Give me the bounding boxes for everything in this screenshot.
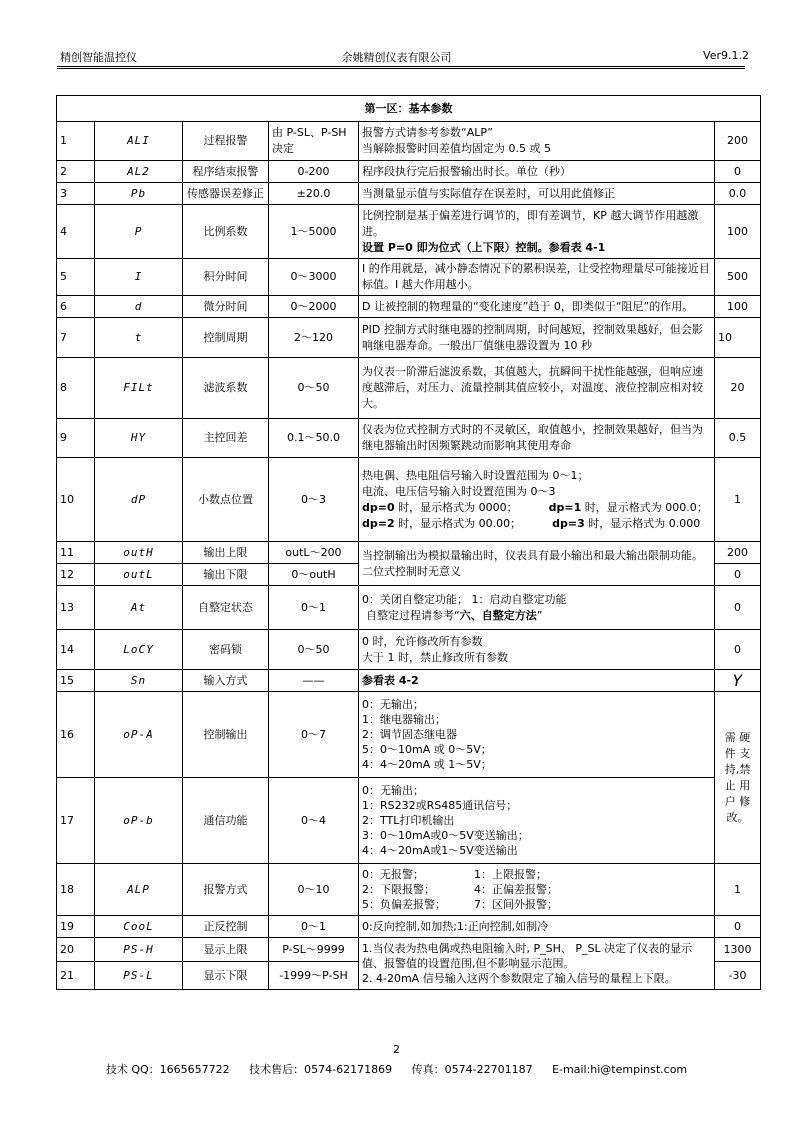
param-code: t [95,318,183,358]
param-range: 0～50 [269,358,359,419]
row-number: 15 [57,670,95,692]
note-fragment: 件 [724,746,736,760]
header-rule-2 [57,68,745,69]
desc-text: ” [536,608,543,622]
footer-support: 技术售后：0574-62171869 [249,1063,393,1076]
param-name: 通信功能 [183,778,269,864]
param-range: 1～5000 [269,205,359,259]
alp-line [362,897,711,912]
param-name: 正反控制 [183,916,269,938]
dp-format-line [362,516,711,532]
param-name: 密码锁 [183,630,269,670]
param-default: 0 [715,161,761,183]
table-row [57,183,761,205]
row-number: 8 [57,358,95,419]
parameter-table [56,95,761,990]
param-default: Y [715,670,761,692]
param-code: outH [95,542,183,564]
hardware-note [715,692,761,864]
param-desc [359,630,715,670]
desc-line: 2：TTL打印机输出 [362,814,455,827]
param-desc: I 的作用就是，减小静态情况下的累积误差，让受控物理量尽可能接近目标值。I 越大作用越小。 [359,259,715,296]
param-name: 输出上限 [183,542,269,564]
param-range: 0～7 [269,692,359,778]
note-fragment: 改。 [726,810,749,824]
note-fragment: 持,禁 [724,762,751,776]
param-code: PS-H [95,938,183,962]
table-row [57,542,761,564]
param-code: AL2 [95,161,183,183]
row-number: 19 [57,916,95,938]
param-range: —— [269,670,359,692]
param-desc [359,938,715,990]
param-default: 100 [715,205,761,259]
param-name: 主控回差 [183,419,269,458]
param-default: 100 [715,296,761,318]
dp-key: dp=0 [362,500,395,514]
param-name: 积分时间 [183,259,269,296]
dp-key: dp=1 [548,500,582,514]
header-rule [57,66,745,67]
header-left-title: 精创智能温控仪 [60,51,137,64]
param-code: HY [95,419,183,458]
param-code: d [95,296,183,318]
param-range: -1999～P-SH [269,962,359,990]
footer-contact [0,1061,793,1077]
section-title: 第一区：基本参数 [57,96,761,122]
row-number: 9 [57,419,95,458]
note-fragment: 支 [739,746,751,760]
alp-option: 5：负偏差报警； [362,898,446,911]
table-row [57,205,761,259]
desc-bold: 六、自整定方法 [459,608,537,622]
desc-line: 2：调节固态继电器 [362,728,457,741]
table-row [57,692,761,778]
param-name: 自整定状态 [183,586,269,630]
param-desc: 为仪表一阶滞后滤波系数，其值越大，抗瞬间干扰性能越强，但响应速度越滞后，对压力、流量控制其值应较小，对温度、液位控制应相对较大。 [359,358,715,419]
param-name: 微分时间 [183,296,269,318]
desc-line: 0 时，允许修改所有参数 [362,634,483,648]
row-number: 20 [57,938,95,962]
param-desc [359,864,715,916]
desc-line: 5：0～10mA 或 0～5V； [362,743,492,756]
row-number: 1 [57,122,95,161]
param-range: 由 P-SL、P-SH 决定 [269,122,359,161]
row-number: 16 [57,692,95,778]
row-number: 10 [57,458,95,542]
param-code: dP [95,458,183,542]
table-row [57,938,761,962]
alp-option: 0：无报警； [362,868,424,881]
table-row [57,318,761,358]
param-code: FILt [95,358,183,419]
param-code: Sn [95,670,183,692]
param-desc [359,692,715,778]
param-code: oP-A [95,692,183,778]
desc-line: 1.当仪表为热电偶或热电阻输入时, P_SH、 P_SL 决定了仪表的显示值、报警值的设置范围,但不影响显示范围。 [362,942,693,970]
row-number: 11 [57,542,95,564]
param-range: 0-200 [269,161,359,183]
param-range: ±20.0 [269,183,359,205]
param-range: 0～10 [269,864,359,916]
note-fragment: 用 [739,778,751,792]
param-desc: 当控制输出为模拟量输出时，仪表具有最小输出和最大输出限制功能。二位式控制时无意义 [359,542,715,586]
table-row [57,161,761,183]
dp-key: dp=3 [552,516,585,530]
desc-line: 电流、电压信号输入时设置范围为 0～3 [362,484,556,498]
param-desc: PID 控制方式时继电器的控制周期，时间越短，控制效果越好，但会影响继电器寿命。一般出厂值继电器设置为 10 秒 [359,318,715,358]
note-fragment: 止 [724,778,736,792]
param-desc [359,205,715,259]
desc-line: 4：4～20mA或1～5V变送输出 [362,844,518,857]
param-code: At [95,586,183,630]
desc-line: 3：0～10mA或0～5V变送输出； [362,829,529,842]
alp-option: 4：正偏差报警； [474,883,558,896]
param-name: 显示上限 [183,938,269,962]
desc-line: 2. 4-20mA 信号输入这两个参数限定了输入信号的量程上下限。 [362,972,676,985]
param-default: 0.5 [715,419,761,458]
param-desc [359,778,715,864]
param-range: 0～3 [269,458,359,542]
param-default: 1 [715,864,761,916]
param-default: 1300 [715,938,761,962]
param-range: 2～120 [269,318,359,358]
desc-line: 0：无输出； [362,784,424,797]
param-desc: 参看表 4-2 [359,670,715,692]
param-name: 小数点位置 [183,458,269,542]
row-number: 3 [57,183,95,205]
param-default: 0 [715,564,761,586]
param-range: P-SL～9999 [269,938,359,962]
param-default: 0.0 [715,183,761,205]
note-fragment: 需 [724,730,736,744]
param-default: 20 [715,358,761,419]
page-number: 2 [393,1043,400,1056]
desc-line: 1：RS232或RS485通讯信号； [362,799,518,812]
row-number: 18 [57,864,95,916]
param-code: I [95,259,183,296]
param-default: 200 [715,122,761,161]
param-code: outL [95,564,183,586]
row-number: 13 [57,586,95,630]
param-default: -30 [715,962,761,990]
row-number: 5 [57,259,95,296]
param-range: 0～2000 [269,296,359,318]
footer-fax: 传真：0574-22701187 [411,1063,533,1076]
param-desc: 仪表为位式控制方式时的不灵敏区，取值越小，控制效果越好，但当为继电器输出时因频繁跳动而影响其使用寿命 [359,419,715,458]
param-default: 0 [715,630,761,670]
desc-line: 大于 1 时，禁止修改所有参数 [362,650,508,664]
param-name: 比例系数 [183,205,269,259]
row-number: 4 [57,205,95,259]
row-number: 12 [57,564,95,586]
alp-line [362,867,711,882]
param-default: 200 [715,542,761,564]
param-name: 控制输出 [183,692,269,778]
dp-format-line [362,500,711,516]
alp-option: 7：区间外报警； [474,898,558,911]
desc-line: 1：继电器输出； [362,713,446,726]
param-code: PS-L [95,962,183,990]
param-name: 滤波系数 [183,358,269,419]
param-name: 报警方式 [183,864,269,916]
desc-line: 4：4～20mA 或 1～5V； [362,758,492,771]
table-row [57,259,761,296]
dp-format: 时，显示格式为 0.000 [588,516,701,530]
param-range: 0～1 [269,586,359,630]
table-row [57,458,761,542]
dp-key: dp=2 [362,516,395,530]
desc-text: 自整定过程请参考“ [366,608,460,622]
table-row [57,670,761,692]
table-row [57,778,761,864]
desc-line: 比例控制是基于偏差进行调节的，即有差调节，KP 越大调节作用越激进。 [362,208,699,238]
param-name: 输入方式 [183,670,269,692]
row-number: 6 [57,296,95,318]
param-code: Pb [95,183,183,205]
param-name: 显示下限 [183,962,269,990]
param-name: 传感器误差修正 [183,183,269,205]
param-default: 0 [715,586,761,630]
param-default: 1 [715,458,761,542]
table-row [57,419,761,458]
row-number: 14 [57,630,95,670]
param-name: 控制周期 [183,318,269,358]
param-code: LoCY [95,630,183,670]
param-code: CooL [95,916,183,938]
param-desc: D 让被控制的物理量的“变化速度”趋于 0，即类似于“阻尼”的作用。 [359,296,715,318]
table-row [57,296,761,318]
table-row [57,864,761,916]
param-default: 10 [715,318,761,358]
footer-email: E-mail:hi@tempinst.com [552,1063,688,1076]
dp-format: 时，显示格式为 000.0； [584,500,708,514]
table-row [57,630,761,670]
param-range: 0～50 [269,630,359,670]
param-desc: 当测量显示值与实际值存在误差时，可以用此值修正 [359,183,715,205]
table-row [57,916,761,938]
note-fragment: 硬 [739,730,751,744]
param-range: outL～200 [269,542,359,564]
desc-line: 当解除报警时回差值均固定为 0.5 或 5 [362,142,551,155]
desc-line: 0：无输出； [362,698,424,711]
table-row [57,122,761,161]
header-version: Ver9.1.2 [703,49,749,62]
note-fragment: 修 [739,794,751,808]
param-range: 0～1 [269,916,359,938]
param-code: oP-b [95,778,183,864]
param-range: 0～3000 [269,259,359,296]
param-code: ALI [95,122,183,161]
param-desc: 0:反向控制,如加热;1:正向控制,如制冷 [359,916,715,938]
table-row [57,358,761,419]
param-desc [359,458,715,542]
note-fragment: 户 [724,794,736,808]
param-default: 500 [715,259,761,296]
param-name: 过程报警 [183,122,269,161]
param-desc: 程序段执行完后报警输出时长。单位（秒） [359,161,715,183]
desc-line [362,608,711,624]
row-number: 21 [57,962,95,990]
param-code: P [95,205,183,259]
desc-bold-line: 设置 P=0 即为位式（上下限）控制。参看表 4-1 [362,240,606,254]
param-code: ALP [95,864,183,916]
param-desc [359,586,715,630]
desc-line: 报警方式请参考参数“ALP” [362,126,493,139]
row-number: 2 [57,161,95,183]
param-range: 0.1～50.0 [269,419,359,458]
dp-format: 时，显示格式为 0000； [398,500,518,514]
param-range: 0～outH [269,564,359,586]
desc-line: 热电偶、热电阻信号输入时设置范围为 0～1； [362,468,589,482]
alp-line [362,882,711,897]
alp-option: 1：上限报警； [474,868,547,881]
desc-line: 0：关闭自整定功能； 1：启动自整定功能 [362,592,567,606]
header-company: 余姚精创仪表有限公司 [341,51,452,64]
row-number: 7 [57,318,95,358]
param-default: 0 [715,916,761,938]
row-number: 17 [57,778,95,864]
param-name: 输出下限 [183,564,269,586]
alp-option: 2：下限报警； [362,883,435,896]
table-row [57,586,761,630]
footer-qq: 技术 QQ：1665657722 [105,1063,230,1076]
param-range: 0～4 [269,778,359,864]
param-desc [359,122,715,161]
dp-format: 时，显示格式为 00.00； [398,516,522,530]
param-name: 程序结束报警 [183,161,269,183]
